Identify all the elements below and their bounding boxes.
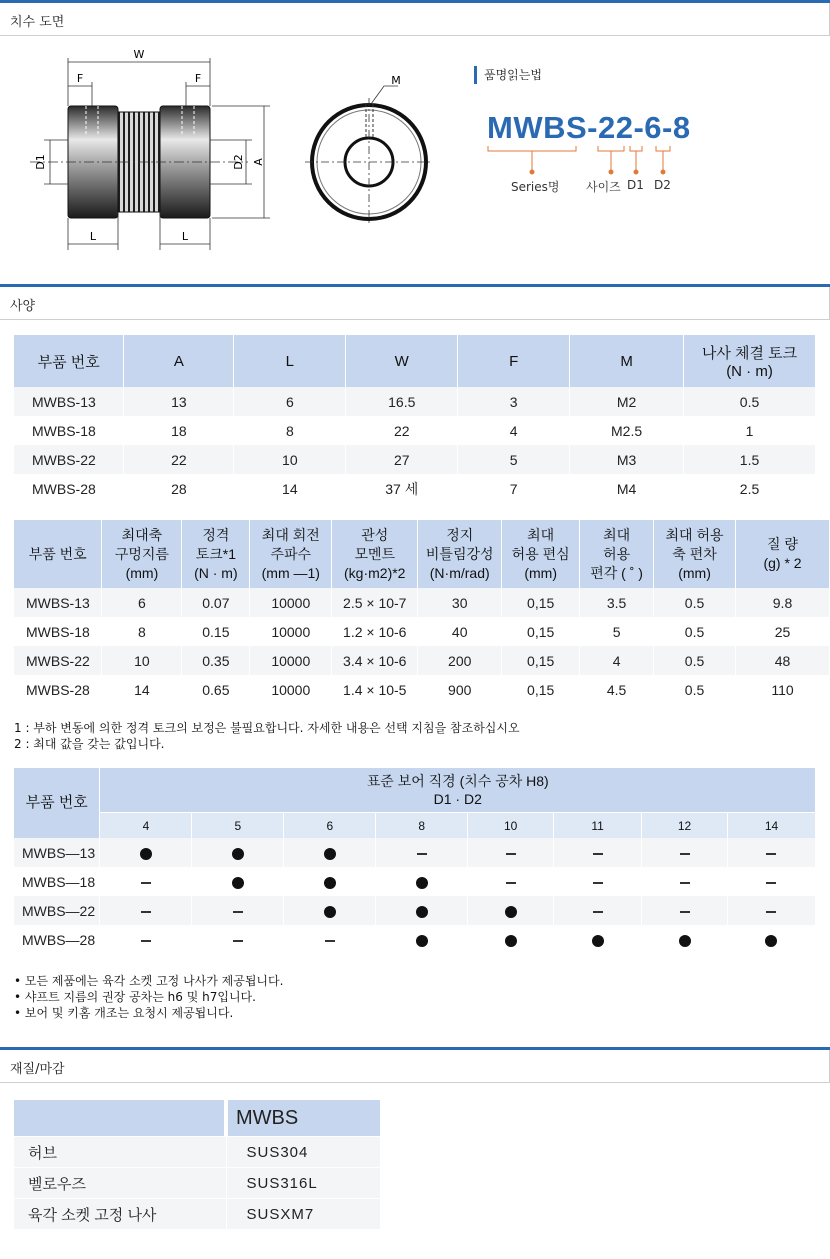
table-row xyxy=(14,1199,380,1230)
dimension-drawing xyxy=(0,40,460,265)
section-title: 치수 도면 xyxy=(10,15,65,30)
bore-part-cell: MWBS―13 xyxy=(14,838,100,867)
spec-header-cell: 나사 체결 토크 (N · m) xyxy=(684,335,816,387)
dim-label-a: A xyxy=(252,158,265,166)
notes-spec xyxy=(14,720,520,752)
bore-availability-cell xyxy=(727,925,815,954)
note-line: 1 : 부하 변동에 의한 정격 토크의 보정은 불필요합니다. 자세한 내용은 선택 지침을 참조하십시오 xyxy=(14,721,520,735)
unavailable-dash-icon xyxy=(593,853,603,855)
spec-cell: 37 세 xyxy=(346,474,458,503)
table-row xyxy=(14,387,816,416)
bore-size-header: 10 xyxy=(468,813,554,839)
dim-label-d1: D1 xyxy=(34,154,47,170)
unavailable-dash-icon xyxy=(233,940,243,942)
perf-cell: 0,15 xyxy=(502,646,580,675)
spec-table-dimensions xyxy=(14,335,816,503)
spec-cell: 4 xyxy=(458,416,570,445)
perf-cell: 0,15 xyxy=(502,675,580,704)
perf-cell: 10000 xyxy=(250,588,332,617)
bore-availability-cell xyxy=(284,838,376,867)
bore-availability-cell xyxy=(554,896,642,925)
available-dot-icon xyxy=(324,877,336,889)
bore-size-header: 4 xyxy=(100,813,192,839)
note-line: • 모든 제품에는 육각 소켓 고정 나사가 제공됩니다. xyxy=(14,974,284,988)
table-row xyxy=(14,445,816,474)
spec-cell: MWBS-22 xyxy=(14,445,124,474)
section-header-dimension xyxy=(0,0,830,36)
bore-part-cell: MWBS―18 xyxy=(14,867,100,896)
perf-cell: 8 xyxy=(102,617,182,646)
perf-cell: 1.2 × 10-6 xyxy=(332,617,418,646)
table-row xyxy=(14,416,816,445)
dim-label-f-right: F xyxy=(194,72,202,85)
part-number-accent-bar xyxy=(474,66,477,84)
bore-part-cell: MWBS―28 xyxy=(14,925,100,954)
note-line: 2 : 최대 값을 갖는 값입니다. xyxy=(14,737,165,751)
spec-header-cell: W xyxy=(346,335,458,387)
bore-size-header: 6 xyxy=(284,813,376,839)
section-header-material xyxy=(0,1047,830,1083)
dim-label-l-right: L xyxy=(181,230,189,243)
perf-cell: MWBS-18 xyxy=(14,617,102,646)
unavailable-dash-icon xyxy=(141,940,151,942)
spec-header-cell: 부품 번호 xyxy=(14,335,124,387)
available-dot-icon xyxy=(324,906,336,918)
spec-header-cell: A xyxy=(124,335,234,387)
available-dot-icon xyxy=(140,848,152,860)
bore-size-header: 11 xyxy=(554,813,642,839)
material-value-cell: SUS304 xyxy=(226,1137,380,1168)
table-row xyxy=(14,646,830,675)
perf-cell: 0.65 xyxy=(182,675,250,704)
coupling-front-view xyxy=(305,86,433,226)
unavailable-dash-icon xyxy=(417,853,427,855)
unavailable-dash-icon xyxy=(141,882,151,884)
available-dot-icon xyxy=(416,906,428,918)
perf-cell: 6 xyxy=(102,588,182,617)
bore-size-header: 12 xyxy=(642,813,728,839)
perf-header-cell: 부품 번호 xyxy=(14,520,102,588)
coupling-side-view xyxy=(30,106,248,218)
part-number-code: MWBS-22-6-8 xyxy=(487,110,691,145)
spec-cell: 14 xyxy=(234,474,346,503)
perf-header-cell: 최대 허용 편심 (mm) xyxy=(502,520,580,588)
bore-availability-cell xyxy=(554,838,642,867)
unavailable-dash-icon xyxy=(141,911,151,913)
bore-availability-cell xyxy=(100,867,192,896)
table-row xyxy=(14,838,816,867)
perf-header-cell: 최대 회전 주파수 (mm ―1) xyxy=(250,520,332,588)
perf-cell: 10000 xyxy=(250,675,332,704)
bore-availability-cell xyxy=(376,925,468,954)
available-dot-icon xyxy=(416,877,428,889)
unavailable-dash-icon xyxy=(506,882,516,884)
bore-part-header: 부품 번호 xyxy=(14,768,100,838)
perf-cell: 0.5 xyxy=(654,675,736,704)
bore-availability-cell xyxy=(642,896,728,925)
perf-cell: 25 xyxy=(736,617,830,646)
bore-availability-cell xyxy=(284,925,376,954)
bore-availability-cell xyxy=(192,925,284,954)
material-blank-header xyxy=(14,1100,226,1137)
section-header-spec xyxy=(0,284,830,320)
perf-cell: 110 xyxy=(736,675,830,704)
unavailable-dash-icon xyxy=(766,911,776,913)
table-row xyxy=(14,474,816,503)
spec-cell: 5 xyxy=(458,445,570,474)
unavailable-dash-icon xyxy=(506,853,516,855)
perf-cell: MWBS-22 xyxy=(14,646,102,675)
spec-cell: 0.5 xyxy=(684,387,816,416)
perf-cell: 0,15 xyxy=(502,617,580,646)
bore-availability-cell xyxy=(376,838,468,867)
material-header: MWBS xyxy=(226,1100,380,1137)
spec-cell: 22 xyxy=(346,416,458,445)
perf-cell: 10000 xyxy=(250,646,332,675)
table-row xyxy=(14,867,816,896)
table-row xyxy=(14,588,830,617)
bore-availability-cell xyxy=(100,896,192,925)
perf-header-cell: 최대 허용 축 편차 (mm) xyxy=(654,520,736,588)
spec-cell: MWBS-18 xyxy=(14,416,124,445)
unavailable-dash-icon xyxy=(766,853,776,855)
perf-cell: 0.5 xyxy=(654,646,736,675)
perf-cell: 0.35 xyxy=(182,646,250,675)
dim-label-m: M xyxy=(391,74,401,87)
bore-availability-cell xyxy=(468,896,554,925)
available-dot-icon xyxy=(765,935,777,947)
part-number-series: Series명 xyxy=(511,180,560,194)
material-part-cell: 육각 소켓 고정 나사 xyxy=(14,1199,226,1230)
part-number-d1: D1 xyxy=(627,178,644,192)
available-dot-icon xyxy=(232,848,244,860)
part-number-d2: D2 xyxy=(654,178,671,192)
unavailable-dash-icon xyxy=(325,940,335,942)
perf-header-cell: 관성 모멘트 (kg·m2)*2 xyxy=(332,520,418,588)
part-number-markers xyxy=(480,142,680,176)
table-row xyxy=(14,1137,380,1168)
spec-cell: 16.5 xyxy=(346,387,458,416)
perf-cell: 0.07 xyxy=(182,588,250,617)
bore-availability-cell xyxy=(468,838,554,867)
bore-availability-cell xyxy=(727,896,815,925)
spec-cell: M4 xyxy=(570,474,684,503)
spec-cell: 6 xyxy=(234,387,346,416)
material-table xyxy=(14,1100,381,1229)
dim-label-f-left: F xyxy=(76,72,84,85)
unavailable-dash-icon xyxy=(680,882,690,884)
perf-cell: 200 xyxy=(418,646,502,675)
bore-size-header: 14 xyxy=(727,813,815,839)
section-title: 재질/마감 xyxy=(10,1062,65,1077)
spec-cell: 13 xyxy=(124,387,234,416)
perf-cell: 4.5 xyxy=(580,675,654,704)
spec-cell: MWBS-28 xyxy=(14,474,124,503)
table-row xyxy=(14,675,830,704)
spec-cell: 22 xyxy=(124,445,234,474)
bore-availability-cell xyxy=(284,896,376,925)
unavailable-dash-icon xyxy=(593,882,603,884)
spec-cell: M2 xyxy=(570,387,684,416)
perf-cell: 30 xyxy=(418,588,502,617)
perf-cell: 10 xyxy=(102,646,182,675)
perf-cell: 0.15 xyxy=(182,617,250,646)
unavailable-dash-icon xyxy=(680,853,690,855)
dim-label-w: W xyxy=(133,48,145,61)
perf-cell: 3.5 xyxy=(580,588,654,617)
perf-header-cell: 최대축 구멍지름 (mm) xyxy=(102,520,182,588)
bore-availability-cell xyxy=(642,867,728,896)
spec-cell: 8 xyxy=(234,416,346,445)
perf-cell: 5 xyxy=(580,617,654,646)
unavailable-dash-icon xyxy=(680,911,690,913)
bore-availability-cell xyxy=(727,867,815,896)
bore-availability-cell xyxy=(192,867,284,896)
bore-size-header: 8 xyxy=(376,813,468,839)
unavailable-dash-icon xyxy=(593,911,603,913)
dim-label-l-left: L xyxy=(89,230,97,243)
spec-cell: M2.5 xyxy=(570,416,684,445)
unavailable-dash-icon xyxy=(766,882,776,884)
bore-availability-cell xyxy=(727,838,815,867)
spec-header-cell: L xyxy=(234,335,346,387)
bore-availability-cell xyxy=(554,925,642,954)
perf-cell: 2.5 × 10-7 xyxy=(332,588,418,617)
perf-cell: 9.8 xyxy=(736,588,830,617)
spec-cell: 27 xyxy=(346,445,458,474)
material-value-cell: SUS316L xyxy=(226,1168,380,1199)
table-row xyxy=(14,896,816,925)
bore-availability-cell xyxy=(642,925,728,954)
table-row xyxy=(14,617,830,646)
spec-cell: 18 xyxy=(124,416,234,445)
bore-availability-cell xyxy=(100,838,192,867)
perf-cell: 48 xyxy=(736,646,830,675)
perf-cell: 3.4 × 10-6 xyxy=(332,646,418,675)
available-dot-icon xyxy=(505,906,517,918)
bore-part-cell: MWBS―22 xyxy=(14,896,100,925)
spec-cell: 1.5 xyxy=(684,445,816,474)
perf-cell: 40 xyxy=(418,617,502,646)
perf-cell: 4 xyxy=(580,646,654,675)
perf-header-cell: 정격 토크*1 (N · m) xyxy=(182,520,250,588)
dim-label-d2: D2 xyxy=(232,154,245,170)
material-value-cell: SUSXM7 xyxy=(226,1199,380,1230)
bore-availability-cell xyxy=(468,867,554,896)
bore-availability-cell xyxy=(284,867,376,896)
section-title: 사양 xyxy=(10,299,36,314)
perf-cell: 14 xyxy=(102,675,182,704)
perf-cell: 900 xyxy=(418,675,502,704)
perf-cell: MWBS-28 xyxy=(14,675,102,704)
note-line: • 샤프트 지름의 권장 공차는 h6 및 h7입니다. xyxy=(14,990,256,1004)
perf-cell: MWBS-13 xyxy=(14,588,102,617)
spec-header-cell: M xyxy=(570,335,684,387)
perf-cell: 0.5 xyxy=(654,588,736,617)
spec-cell: 2.5 xyxy=(684,474,816,503)
bore-title-header xyxy=(100,768,816,813)
bore-availability-cell xyxy=(376,896,468,925)
available-dot-icon xyxy=(324,848,336,860)
bore-availability-cell xyxy=(100,925,192,954)
note-line: • 보어 및 키홈 개조는 요청시 제공됩니다. xyxy=(14,1006,234,1020)
spec-table-performance xyxy=(14,520,830,704)
bore-availability-cell xyxy=(642,838,728,867)
bore-subtitle: D1 · D2 xyxy=(433,791,482,807)
spec-cell: 28 xyxy=(124,474,234,503)
perf-header-cell: 최대 허용 편각 ( ˚ ) xyxy=(580,520,654,588)
perf-header-cell: 정지 비틀림강성 (N·m/rad) xyxy=(418,520,502,588)
material-part-cell: 허브 xyxy=(14,1137,226,1168)
unavailable-dash-icon xyxy=(233,911,243,913)
spec-header-cell: F xyxy=(458,335,570,387)
part-number-size: 사이즈 xyxy=(586,180,621,194)
available-dot-icon xyxy=(679,935,691,947)
bore-title: 표준 보어 직경 (치수 공차 H8) xyxy=(366,773,549,789)
spec-cell: 3 xyxy=(458,387,570,416)
bore-diameter-table xyxy=(14,768,816,954)
available-dot-icon xyxy=(232,877,244,889)
spec-cell: 7 xyxy=(458,474,570,503)
perf-cell: 1.4 × 10-5 xyxy=(332,675,418,704)
bore-availability-cell xyxy=(192,838,284,867)
table-row xyxy=(14,925,816,954)
bore-availability-cell xyxy=(554,867,642,896)
available-dot-icon xyxy=(505,935,517,947)
bore-size-header: 5 xyxy=(192,813,284,839)
available-dot-icon xyxy=(592,935,604,947)
bore-availability-cell xyxy=(376,867,468,896)
bore-availability-cell xyxy=(468,925,554,954)
spec-cell: 10 xyxy=(234,445,346,474)
perf-cell: 0.5 xyxy=(654,617,736,646)
table-row xyxy=(14,1168,380,1199)
perf-cell: 10000 xyxy=(250,617,332,646)
part-number-title: 품명읽는법 xyxy=(484,68,542,82)
perf-header-cell: 질 량 (g) * 2 xyxy=(736,520,830,588)
spec-cell: 1 xyxy=(684,416,816,445)
perf-cell: 0,15 xyxy=(502,588,580,617)
bore-availability-cell xyxy=(192,896,284,925)
spec-cell: MWBS-13 xyxy=(14,387,124,416)
notes-bore xyxy=(14,973,283,1021)
spec-cell: M3 xyxy=(570,445,684,474)
material-part-cell: 벨로우즈 xyxy=(14,1168,226,1199)
available-dot-icon xyxy=(416,935,428,947)
